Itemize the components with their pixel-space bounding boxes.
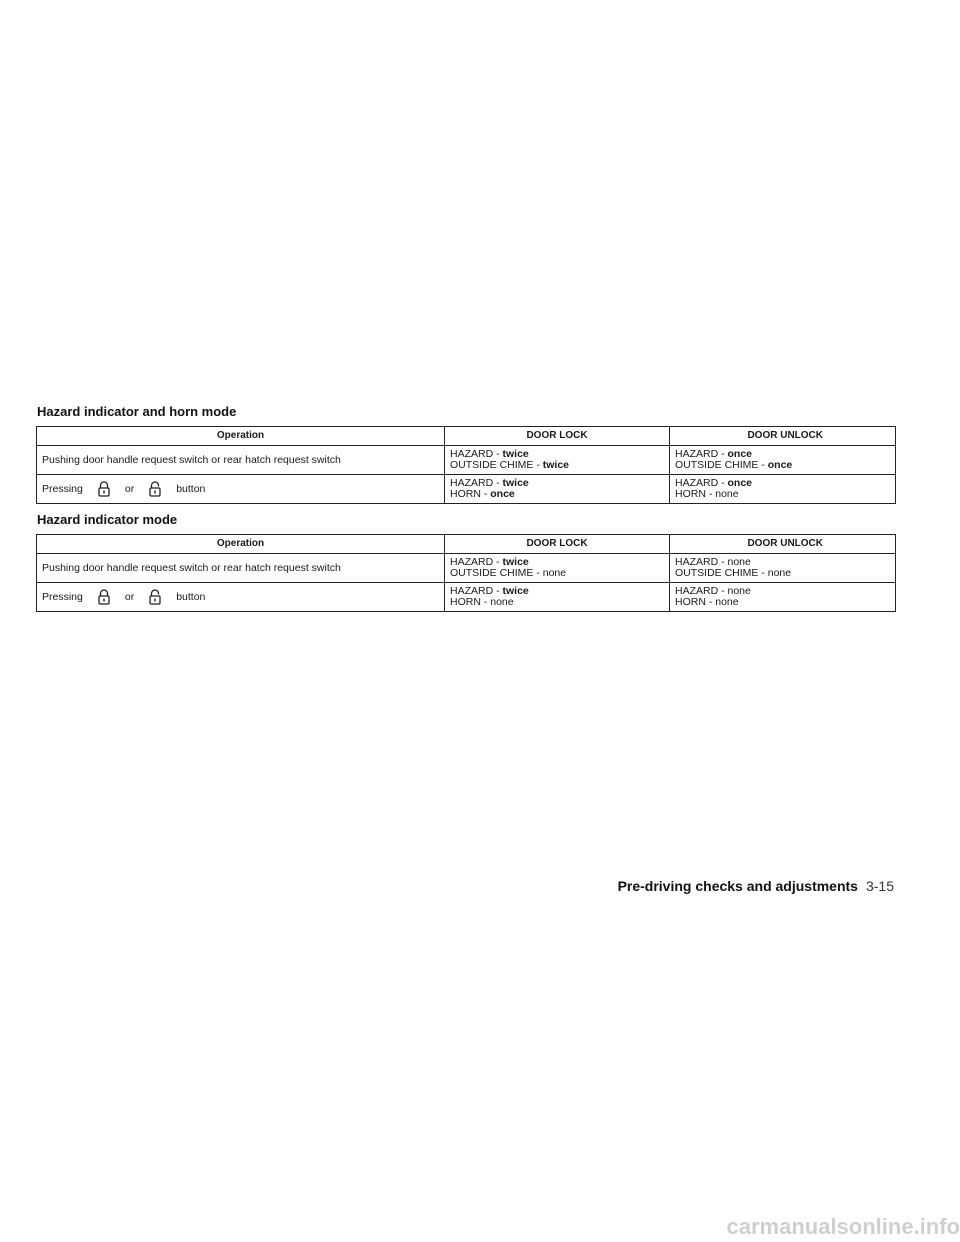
table-header-row [37, 427, 896, 446]
page-number: 3-15 [865, 878, 894, 894]
unlock-cell [670, 446, 896, 475]
header-door-lock: DOOR LOCK [445, 535, 670, 554]
hazard-horn-table [36, 426, 896, 504]
lock-line-label: OUTSIDE CHIME - [450, 459, 543, 471]
unlock-line-value: once [727, 448, 753, 460]
lock-line-value: twice [502, 556, 529, 568]
lock-line-label: HORN - none [450, 596, 514, 608]
unlock-line-label: HAZARD - none [675, 556, 751, 568]
lock-cell [445, 554, 670, 583]
header-door-unlock: DOOR UNLOCK [670, 535, 896, 554]
table-row [37, 583, 896, 612]
operation-cell [37, 583, 445, 612]
table-row [37, 446, 896, 475]
operation-cell: Pushing door handle request switch or rear hatch request switch [37, 446, 445, 475]
pressing-label: Pressing [42, 590, 83, 603]
lock-button-icon [97, 589, 111, 605]
lock-cell [445, 446, 670, 475]
table-header-row [37, 535, 896, 554]
lock-line-value: twice [542, 459, 570, 471]
unlock-line-label: HORN - none [675, 488, 739, 500]
button-label: button [176, 482, 206, 495]
button-label: button [176, 590, 206, 603]
unlock-line-label: HAZARD - none [675, 585, 751, 597]
hazard-table [36, 534, 896, 612]
lock-cell [445, 583, 670, 612]
unlock-line-label: OUTSIDE CHIME - [675, 459, 768, 471]
lock-line-value: twice [502, 585, 529, 597]
or-label: or [124, 482, 135, 495]
unlock-line-label: HAZARD - [675, 477, 728, 489]
header-door-unlock: DOOR UNLOCK [670, 427, 896, 446]
watermark: carmanualsonline.info [726, 1214, 960, 1239]
unlock-cell [670, 475, 896, 504]
lock-button-icon [97, 481, 111, 497]
operation-cell: Pushing door handle request switch or rear hatch request switch [37, 554, 445, 583]
lock-line-label: OUTSIDE CHIME - none [450, 567, 567, 579]
unlock-line-label: HORN - none [675, 596, 739, 608]
table-row [37, 475, 896, 504]
unlock-line-value: once [727, 477, 753, 489]
lock-line-value: once [490, 488, 515, 500]
operation-cell [37, 475, 445, 504]
header-door-lock: DOOR LOCK [445, 427, 670, 446]
pressing-label: Pressing [42, 482, 83, 495]
section-title-hazard: Hazard indicator mode [37, 512, 178, 527]
unlock-button-icon [148, 589, 162, 605]
lock-line-value: twice [502, 448, 529, 460]
lock-line-value: twice [502, 477, 529, 489]
lock-line-label: HAZARD - [450, 556, 503, 568]
unlock-line-label: HAZARD - [675, 448, 728, 460]
or-label: or [124, 590, 135, 603]
lock-line-label: HAZARD - [450, 585, 503, 597]
unlock-line-label: OUTSIDE CHIME - none [675, 567, 792, 579]
unlock-button-icon [148, 481, 162, 497]
lock-cell [445, 475, 670, 504]
section-title-hazard-horn: Hazard indicator and horn mode [37, 404, 237, 419]
footer-section-title: Pre-driving checks and adjustments [617, 878, 858, 894]
lock-line-label: HAZARD - [450, 477, 503, 489]
unlock-cell [670, 554, 896, 583]
lock-line-label: HAZARD - [450, 448, 503, 460]
table-row [37, 554, 896, 583]
lock-line-label: HORN - [450, 488, 491, 500]
page-footer [618, 878, 894, 894]
unlock-cell [670, 583, 896, 612]
unlock-line-value: once [767, 459, 793, 471]
header-operation: Operation [37, 535, 445, 554]
header-operation: Operation [37, 427, 445, 446]
